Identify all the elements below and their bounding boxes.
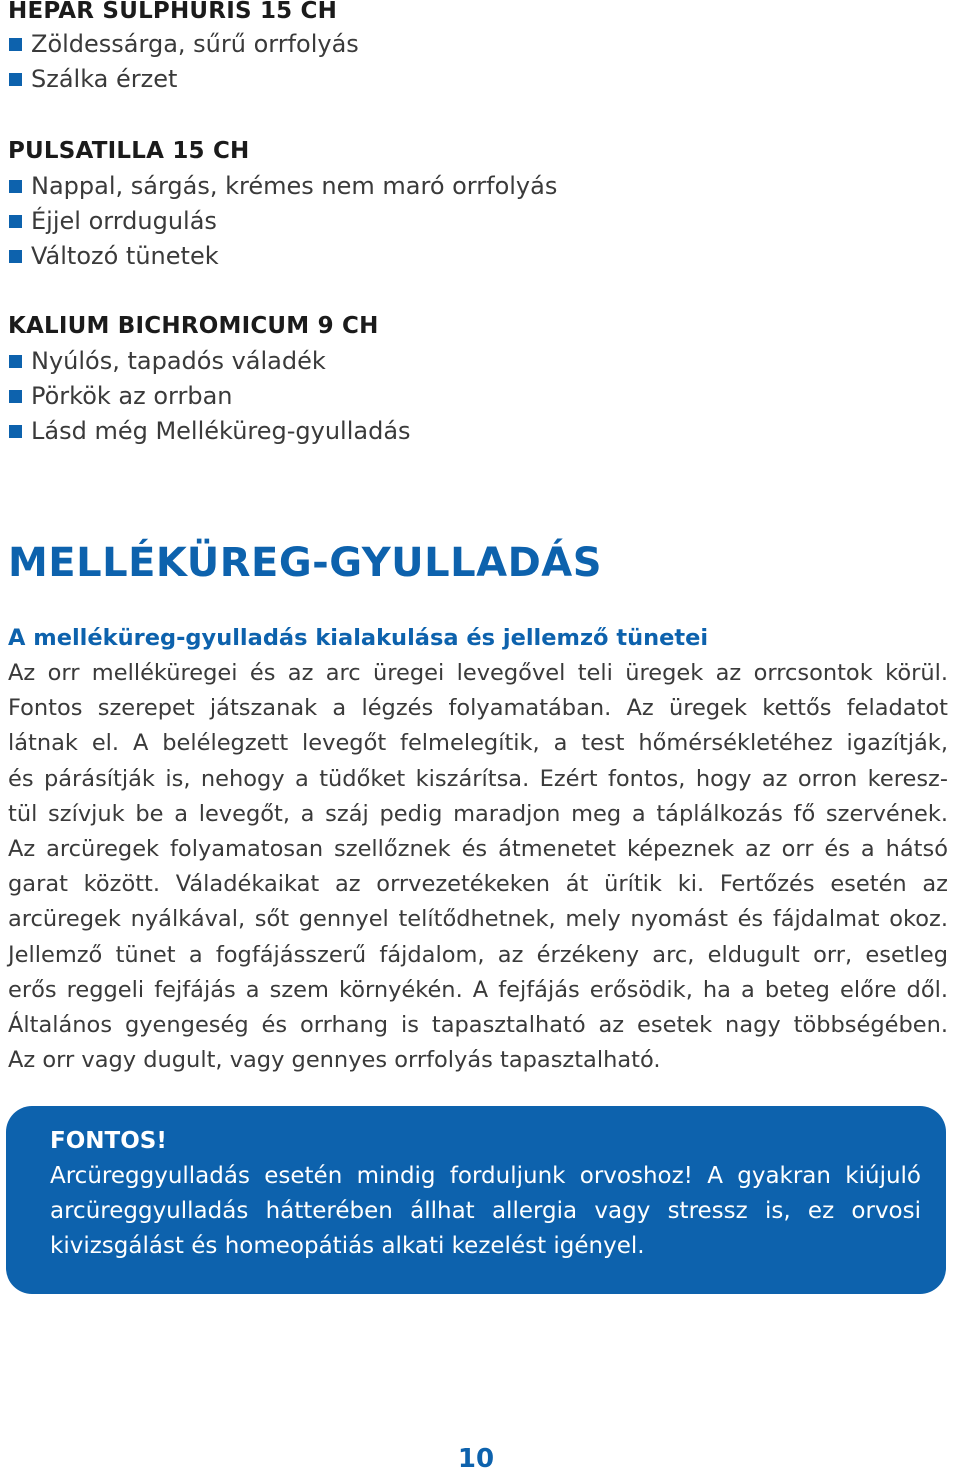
square-bullet-icon bbox=[9, 425, 22, 438]
paragraph-line: Általános gyengeség és orrhang is tapasztalható az esetek nagy többségében. bbox=[8, 1011, 948, 1038]
remedy-block-kalium-bichromicum bbox=[8, 309, 948, 449]
paragraph-line: Az orr melléküregei és az arc üregei levegővel teli üregek az orrcsontok körül. bbox=[8, 660, 948, 686]
list-item bbox=[8, 62, 948, 97]
square-bullet-icon bbox=[9, 180, 22, 193]
paragraph-line: arcüregek nyálkával, sőt gennyel telítődhetnek, mely nyomást és fájdalmat okoz. bbox=[8, 906, 948, 933]
list-item-text: Éjjel orrdugulás bbox=[31, 207, 217, 235]
remedy-title: PULSATILLA 15 CH bbox=[8, 138, 250, 164]
body-paragraph bbox=[8, 656, 948, 1078]
paragraph-line: Az orr vagy dugult, vagy gennyes orrfolyás tapasztalható. bbox=[8, 1047, 661, 1074]
list-item bbox=[8, 204, 948, 239]
paragraph-line: Az arcüregek folyamatosan szellőznek és átmenetet képeznek az orr és a hátsó bbox=[8, 835, 948, 862]
square-bullet-icon bbox=[9, 250, 22, 263]
paragraph-line: garat között. Váladékaikat az orrvezetékeken át ürítik ki. Fertőzés esetén az bbox=[8, 871, 948, 898]
note-line: Arcüreggyulladás esetén mindig forduljunk orvoshoz! A gyakran kiújuló bbox=[50, 1163, 921, 1189]
list-item-text: Nyúlós, tapadós váladék bbox=[31, 347, 326, 375]
remedy-title: HEPAR SULPHURIS 15 CH bbox=[8, 0, 338, 24]
paragraph-line: tül szívjuk be a levegőt, a száj pedig maradjon meg a táplálkozás fő szervének. bbox=[8, 800, 948, 827]
note-title: FONTOS! bbox=[50, 1128, 167, 1154]
note-line: arcüreggyulladás hátterében állhat allergia vagy stressz is, ez orvosi bbox=[50, 1198, 921, 1224]
list-item-text: Pörkök az orrban bbox=[31, 382, 233, 410]
list-item bbox=[8, 344, 948, 379]
list-item-text: Változó tünetek bbox=[31, 242, 219, 270]
note-line: kivizsgálást és homeopátiás alkati kezelést igényel. bbox=[50, 1233, 645, 1259]
remedy-title: KALIUM BICHROMICUM 9 CH bbox=[8, 313, 379, 339]
list-item bbox=[8, 27, 948, 62]
section-heading: MELLÉKÜREG-GYULLADÁS bbox=[8, 540, 603, 586]
paragraph-line: Jellemző tünet a fogfájásszerű fájdalom, az érzékeny arc, eldugult orr, esetleg bbox=[8, 941, 948, 968]
list-item bbox=[8, 239, 948, 274]
section-subheading: A melléküreg-gyulladás kialakulása és jellemző tünetei bbox=[8, 625, 709, 651]
paragraph-line: és párásítják is, nehogy a tüdőket kiszárítsa. Ezért fontos, hogy az orron keresz- bbox=[8, 765, 948, 792]
list-item bbox=[8, 169, 948, 204]
square-bullet-icon bbox=[9, 215, 22, 228]
paragraph-line: erős reggeli fejfájás a szem környékén. A fejfájás erősödik, ha a beteg előre dől. bbox=[8, 976, 948, 1003]
list-item bbox=[8, 379, 948, 414]
square-bullet-icon bbox=[9, 390, 22, 403]
important-note-box bbox=[6, 1106, 946, 1294]
square-bullet-icon bbox=[9, 38, 22, 51]
list-item-text: Nappal, sárgás, krémes nem maró orrfolyás bbox=[31, 172, 558, 200]
remedy-block-hepar-sulphuris bbox=[8, 0, 948, 97]
square-bullet-icon bbox=[9, 73, 22, 86]
list-item-text: Zöldessárga, sűrű orrfolyás bbox=[31, 30, 359, 58]
paragraph-line: Fontos szerepet játszanak a légzés folyamatában. Az üregek kettős feladatot bbox=[8, 695, 948, 722]
list-item bbox=[8, 414, 948, 449]
list-item-text: Lásd még Melléküreg-gyulladás bbox=[31, 417, 411, 445]
page-number: 10 bbox=[457, 1444, 495, 1474]
paragraph-line: látnak el. A belélegzett levegőt felmelegítik, a test hőmérsékletéhez igazítják, bbox=[8, 730, 948, 757]
remedy-block-pulsatilla bbox=[8, 134, 948, 274]
list-item-text: Szálka érzet bbox=[31, 65, 178, 93]
square-bullet-icon bbox=[9, 355, 22, 368]
